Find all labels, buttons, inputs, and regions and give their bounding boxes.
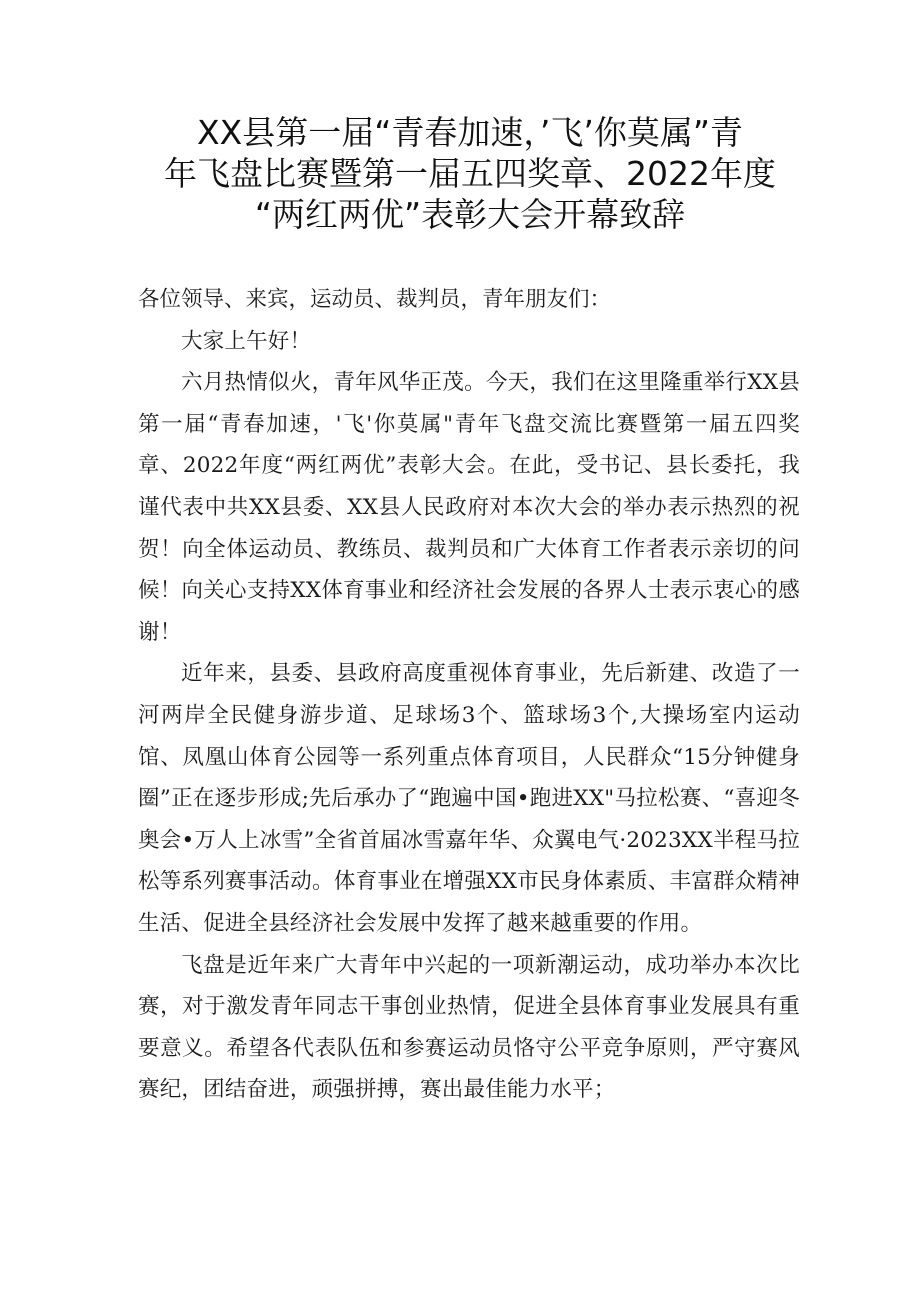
paragraph-frisbee: 飞盘是近年来广大青年中兴起的一项新潮运动，成功举办本次比赛，对于激发青年同志干事创业热情，促进全县体育事业发展具有重要意义。希望各代表队伍和参赛运动员恪守公平竞争原则，严守赛风赛纪，团结奋进，顽强拼搏，赛出最佳能力水平； xyxy=(138,952,800,1103)
title-line-2: 年飞盘比赛暨第一届五四奖章、2022年度 xyxy=(164,154,776,193)
paragraph-opening: 六月热情似火，青年风华正茂。今天，我们在这里隆重举行XX县第一届“青春加速，'飞'你莫属"青年飞盘交流比赛暨第一届五四奖章、2022年度“两红两优”表彰大会。在此，受书记、县长委托，我谨代表中共XX县委、XX县人民政府对本次大会的举办表示热烈的祝贺！向全体运动员、教练员、裁判员和广大体育工作者表示亲切的问候！向关心支持XX体育事业和经济社会发展的各界人士表示衷心的感谢！ xyxy=(138,370,800,645)
greeting: 大家上午好！ xyxy=(181,328,312,354)
salutation: 各位领导、来宾，运动员、裁判员，青年朋友们： xyxy=(138,287,612,312)
title-line-3: “两红两优”表彰大会开幕致辞 xyxy=(254,195,686,234)
title-line-1: XX县第一届“青春加速，’飞’你莫属”青 xyxy=(197,113,743,152)
paragraph-achievements: 近年来，县委、县政府高度重视体育事业，先后新建、改造了一河两岸全民健身游步道、足球场3个、篮球场3个,大操场室内运动馆、凤凰山体育公园等一系列重点体育项目，人民群众“15分钟健身圈”正在逐步形成;先后承办了“跑遍中国•跑进XX"马拉松赛、“喜迎冬奥会•万人上冰雪”全省首届冰雪嘉年华、众翼电气·2023XX半程马拉松等系列赛事活动。体育事业在增强XX市民身体素质、丰富群众精神生活、促进全县经济社会发展中发挥了越来越重要的作用。 xyxy=(138,661,800,936)
document-title xyxy=(138,112,800,235)
